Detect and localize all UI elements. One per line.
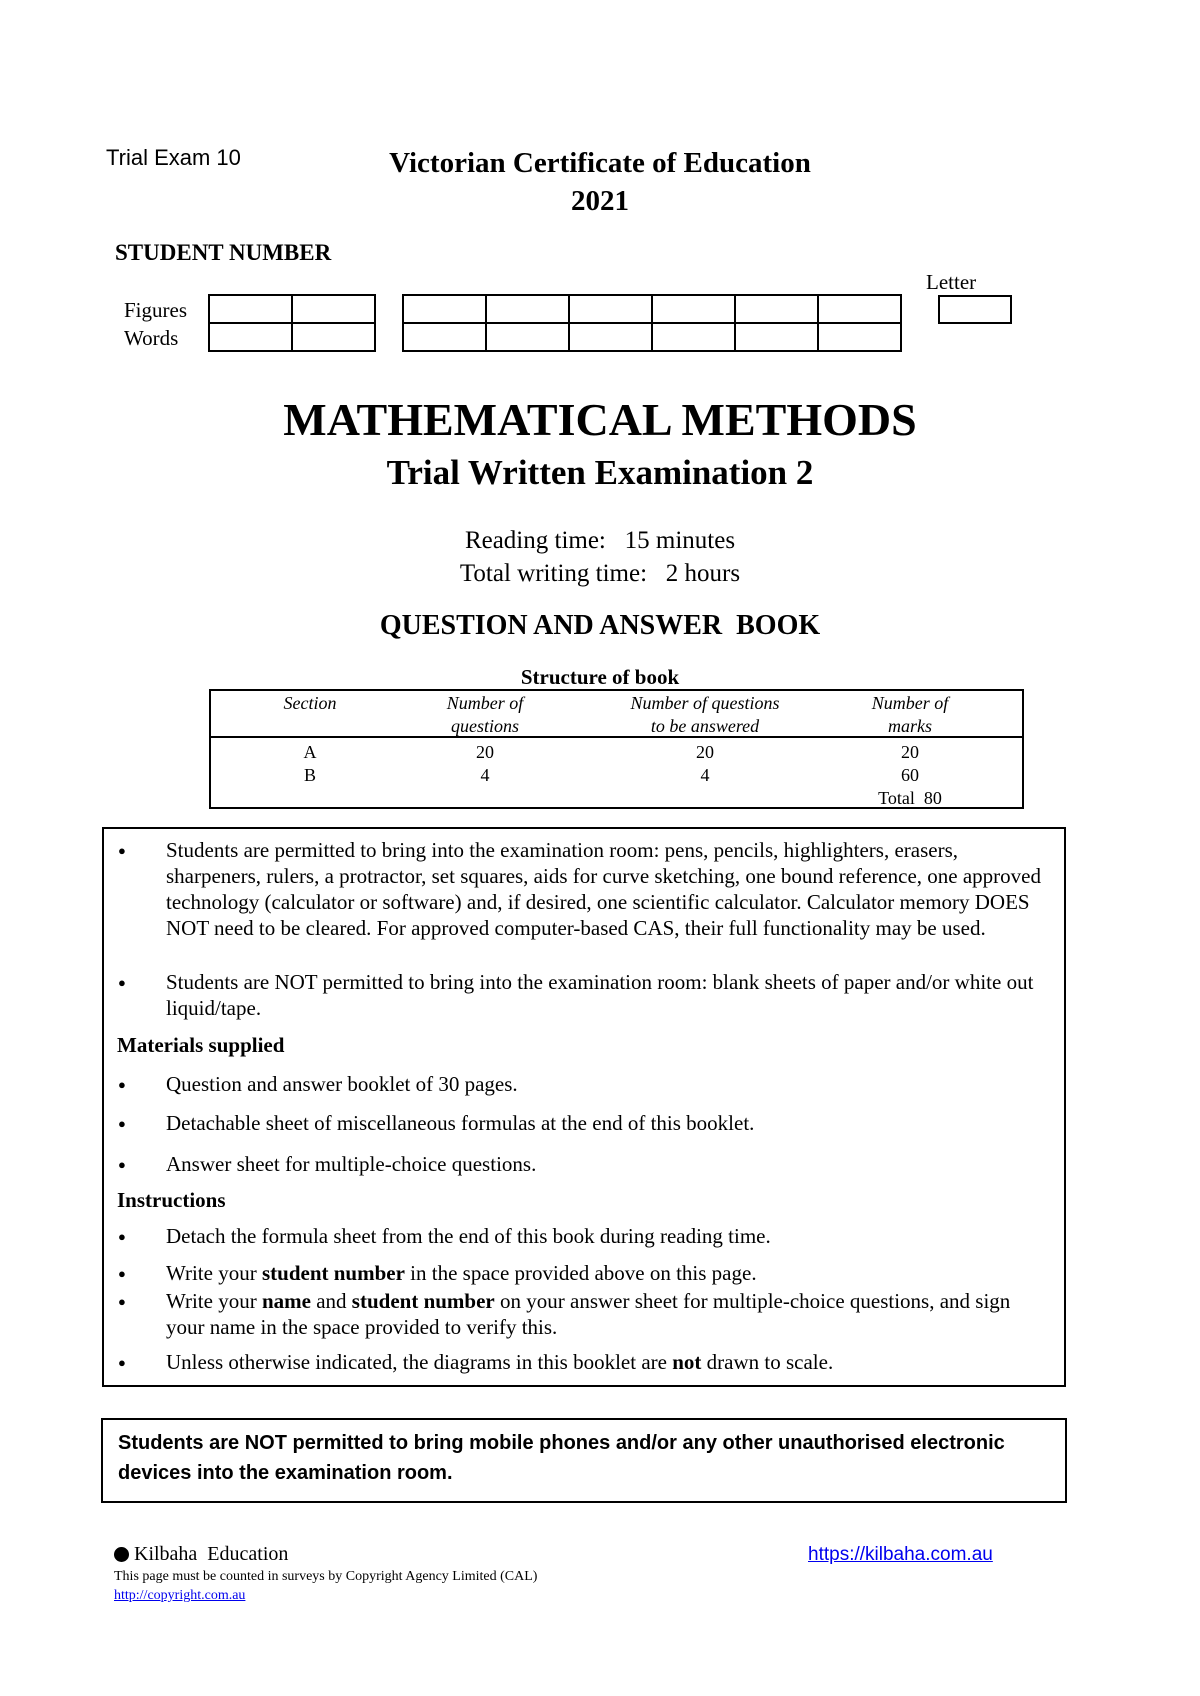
materials-item: Detachable sheet of miscellaneous formulas at the end of this booklet. <box>166 1111 755 1135</box>
materials-item: Answer sheet for multiple-choice questions. <box>166 1152 537 1176</box>
not-permitted-item: Students are NOT permitted to bring into the examination room: blank sheets of paper and/or white out liquid/tape. <box>166 970 1034 1020</box>
column-header-line: questions <box>450 716 519 736</box>
column-header-section <box>250 692 370 715</box>
structure-heading: Structure of book <box>520 665 680 689</box>
bullet-icon: ● <box>118 975 126 990</box>
certificate-year: 2021 <box>571 185 629 217</box>
column-header-line: marks <box>888 716 932 736</box>
word-box[interactable] <box>652 323 735 351</box>
table-cell: 20 <box>476 742 494 762</box>
figure-box[interactable] <box>486 295 569 323</box>
copyright-link[interactable]: http://copyright.com.au <box>114 1588 246 1603</box>
student-number-heading: STUDENT NUMBER <box>115 240 332 265</box>
bullet-icon: ● <box>118 1294 126 1309</box>
table-cell: 60 <box>901 765 919 785</box>
figure-box[interactable] <box>292 295 375 323</box>
book-title: QUESTION AND ANSWER BOOK <box>379 610 821 641</box>
column-header-line: to be answered <box>650 716 760 736</box>
table-cell: 4 <box>480 765 490 785</box>
word-box[interactable] <box>818 323 901 351</box>
materials-item: Question and answer booklet of 30 pages. <box>166 1072 518 1096</box>
reading-time: Reading time: 15 minutes <box>464 527 736 554</box>
instruction-text: drawn to scale. <box>701 1350 834 1374</box>
bullet-icon: ● <box>118 1266 126 1281</box>
permitted-item: Students are permitted to bring into the examination room: pens, pencils, highlighters, erasers, sharpeners, rulers, a protractor, set squares, aids for curve sketching, one bound reference, one approved technology (calculator or software) and, if desired, one scientific calculator. Calculator memory DOES NOT need to be cleared. For approved computer-based CAS, their full functionality may be used. <box>166 838 1041 940</box>
word-box[interactable] <box>403 323 486 351</box>
figure-box[interactable] <box>209 295 292 323</box>
exam-title: Trial Written Examination 2 <box>386 453 814 492</box>
figure-box[interactable] <box>569 295 652 323</box>
instruction-emphasis: student number <box>261 1261 405 1285</box>
instruction-text: in the space provided above on this page. <box>404 1261 757 1285</box>
instruction-text: on your answer sheet for multiple-choice questions, and sign your name in the space provided to verify this. <box>166 1289 1011 1339</box>
letter-label: Letter <box>926 270 977 294</box>
instruction-item <box>166 1349 1046 1375</box>
instruction-item <box>166 1288 1046 1340</box>
instruction-item: Detach the formula sheet from the end of this book during reading time. <box>166 1224 771 1248</box>
column-header-answered <box>600 692 810 738</box>
bullet-icon: ● <box>118 1157 126 1172</box>
instructions-heading: Instructions <box>117 1188 226 1212</box>
bullet-icon: ● <box>118 843 126 858</box>
column-header-line: Section <box>283 693 337 713</box>
figure-box[interactable] <box>818 295 901 323</box>
trial-exam-label: Trial Exam 10 <box>106 145 241 170</box>
column-header-line: Number of <box>446 693 524 713</box>
table-cell: 20 <box>901 742 919 762</box>
publisher-name: Kilbaha Education <box>134 1543 289 1565</box>
instruction-emphasis: not <box>672 1350 702 1374</box>
bullet-icon: ● <box>118 1355 126 1370</box>
table-cell: 20 <box>696 742 714 762</box>
publisher-link[interactable]: https://kilbaha.com.au <box>808 1544 993 1565</box>
word-box[interactable] <box>292 323 375 351</box>
table-cell: A <box>303 742 317 762</box>
instruction-emphasis: name <box>261 1289 311 1313</box>
materials-heading: Materials supplied <box>117 1033 285 1057</box>
writing-time: Total writing time: 2 hours <box>459 560 741 587</box>
certificate-title <box>0 144 1200 220</box>
word-box[interactable] <box>735 323 818 351</box>
words-label: Words <box>124 326 179 350</box>
word-box[interactable] <box>209 323 292 351</box>
instruction-text: and <box>310 1289 352 1313</box>
instruction-text: Write your <box>166 1289 262 1313</box>
table-total: Total 80 <box>878 788 942 808</box>
certificate-title-line: Victorian Certificate of Education <box>389 147 811 179</box>
bullet-icon: ● <box>118 1116 126 1131</box>
table-cell: 4 <box>700 765 710 785</box>
instruction-text: Unless otherwise indicated, the diagrams in this booklet are <box>166 1350 673 1374</box>
table-cell: B <box>303 765 316 785</box>
subject-title: MATHEMATICAL METHODS <box>283 394 917 445</box>
figure-box[interactable] <box>735 295 818 323</box>
column-header-line: Number of questions <box>630 693 780 713</box>
column-header-marks <box>845 692 975 738</box>
instruction-text: Write your <box>166 1261 262 1285</box>
warning-text: Students are NOT permitted to bring mobile phones and/or any other unauthorised electronic devices into the examination room. <box>118 1432 1005 1484</box>
instruction-item <box>166 1260 1046 1286</box>
word-box[interactable] <box>569 323 652 351</box>
bullet-icon: ● <box>118 1077 126 1092</box>
column-header-questions <box>415 692 555 738</box>
figures-label: Figures <box>124 298 187 322</box>
instruction-emphasis: student number <box>351 1289 495 1313</box>
copyright-note: This page must be counted in surveys by Copyright Agency Limited (CAL) <box>114 1569 538 1584</box>
figure-box[interactable] <box>403 295 486 323</box>
student-number-grid-main <box>402 294 902 352</box>
student-number-grid-prefix <box>208 294 376 352</box>
publisher-logo-icon <box>114 1547 129 1562</box>
bullet-icon: ● <box>118 1229 126 1244</box>
letter-box[interactable] <box>938 295 1012 324</box>
figure-box[interactable] <box>652 295 735 323</box>
word-box[interactable] <box>486 323 569 351</box>
column-header-line: Number of <box>871 693 949 713</box>
